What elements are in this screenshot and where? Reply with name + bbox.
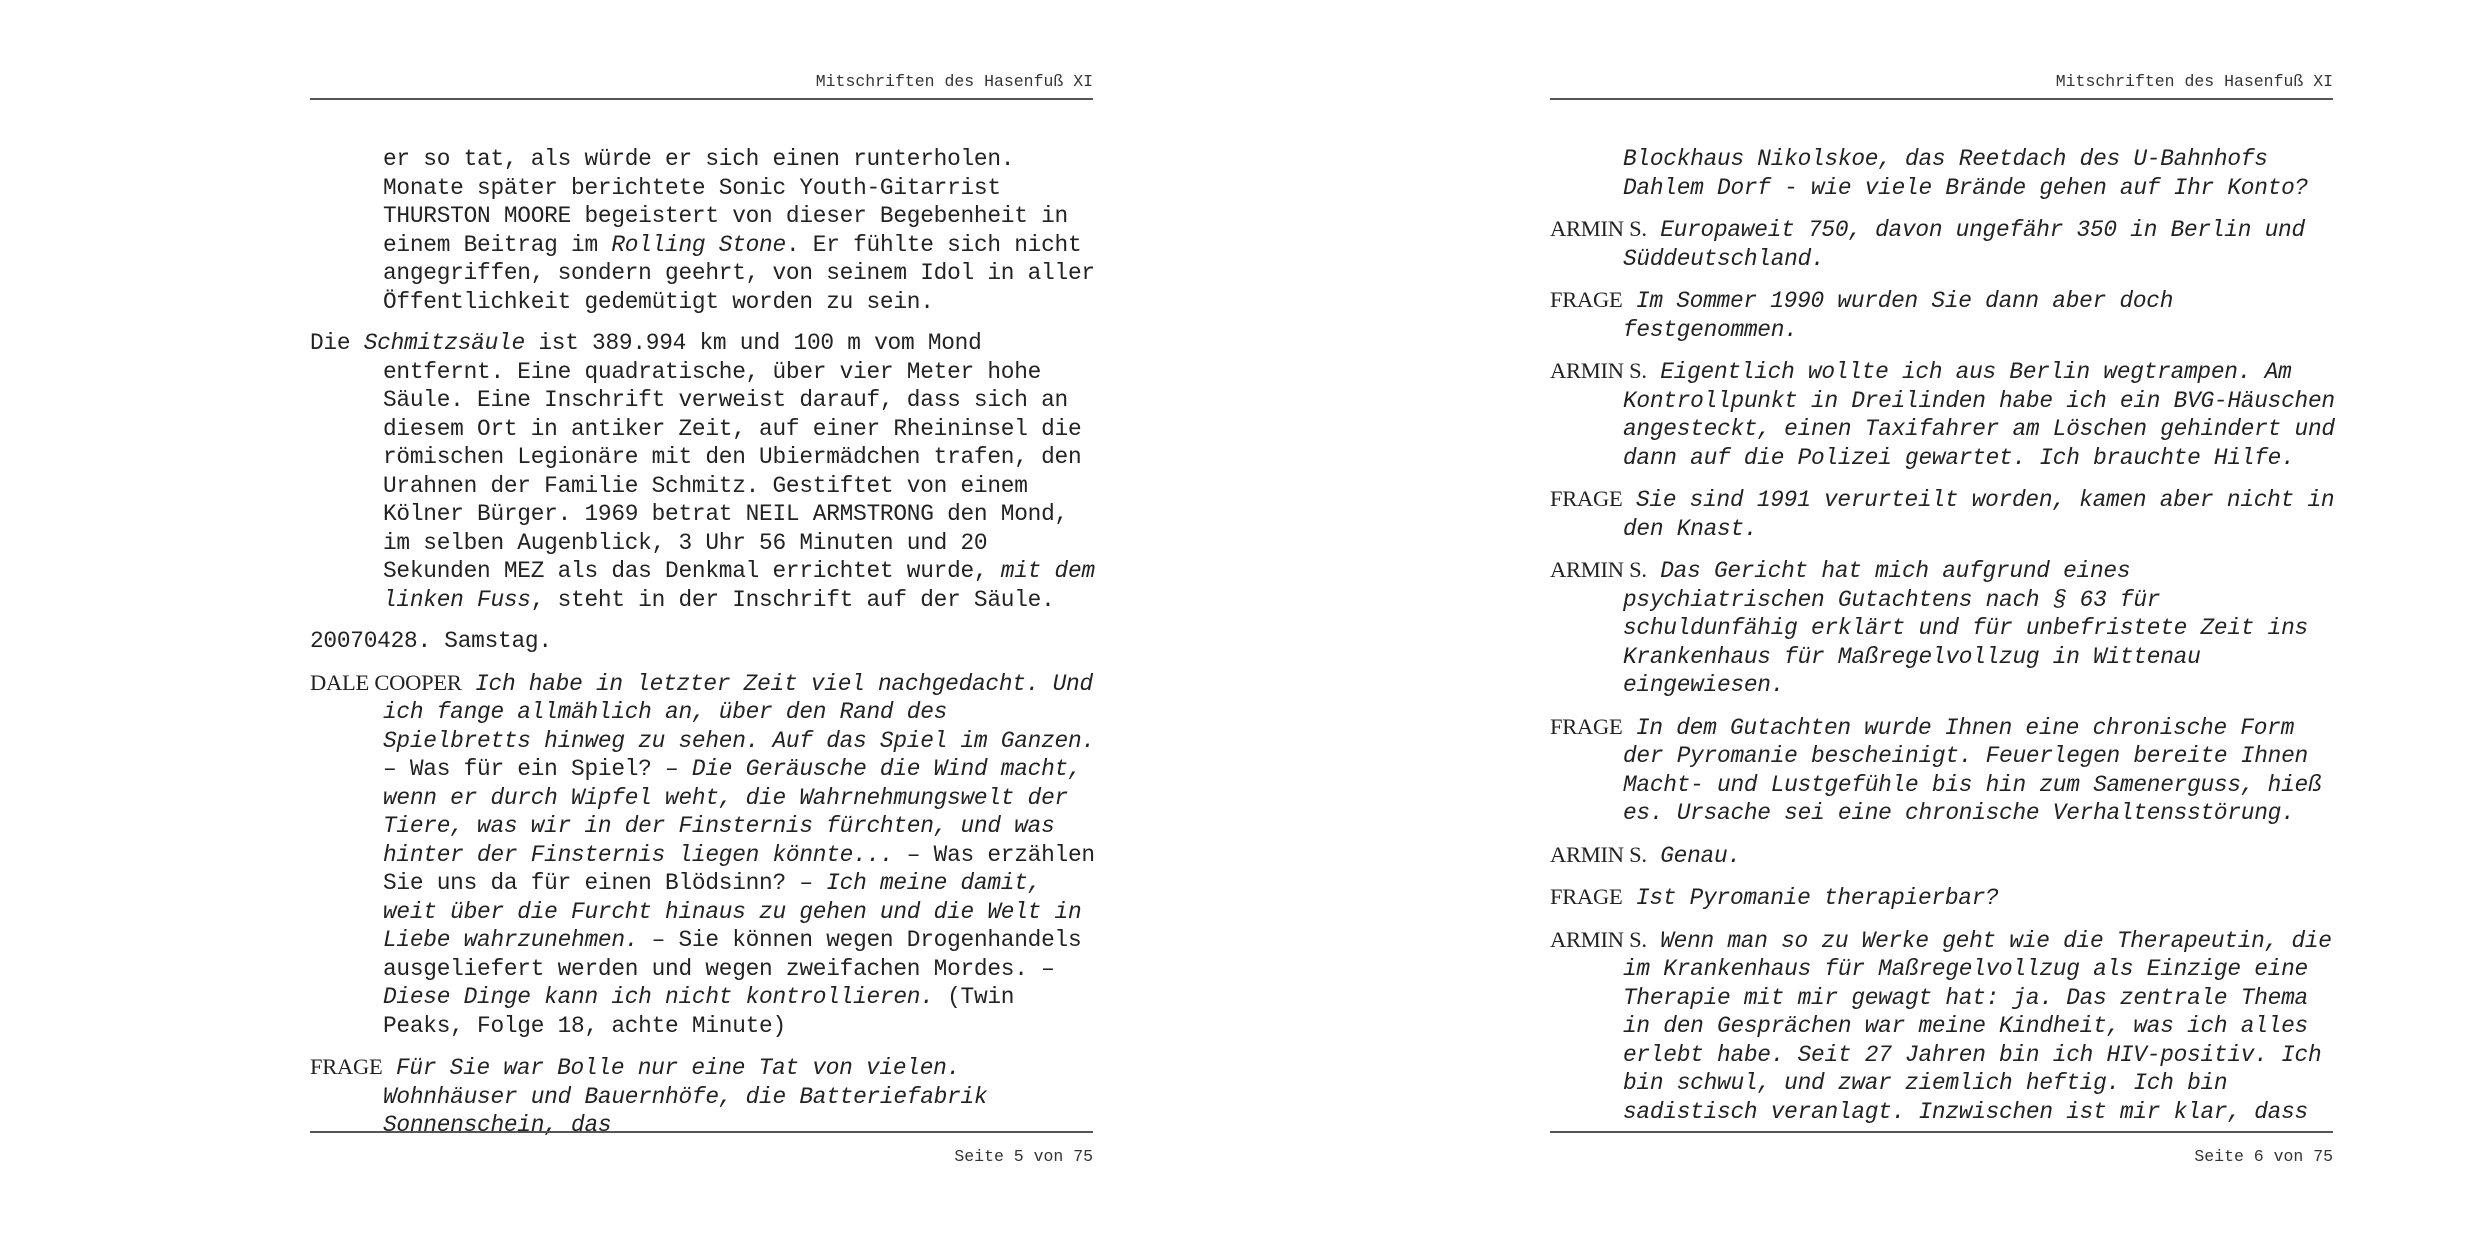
paragraph [310,1053,1098,1140]
speaker-label: FRAGE [1550,884,1623,909]
italic-text: Ich meine damit, weit über die Furcht hinaus zu gehen und die Welt in Liebe wahrzunehmen. [383,870,1082,953]
text-run: . Er fühlte sich nicht angegriffen, sondern geehrt, von seinem Idol in aller Öffentlichkeit gedemütigt worden zu sein. [383,231,1095,315]
italic-text: Im Sommer 1990 wurden Sie dann aber doch festgenommen. [1623,288,2174,343]
italic-text: Sie sind 1991 verurteilt worden, kamen aber nicht in den Knast. [1623,487,2335,542]
speaker-label: ARMIN S. [1550,358,1647,383]
paragraph [310,329,1098,614]
speaker-label: ARMIN S. [1550,841,1647,867]
italic-text: Genau. [1660,842,1741,869]
speaker-label: ARMIN S. [1550,216,1647,241]
paragraph [1550,841,2338,871]
text-run: 20070428. Samstag. [310,628,552,654]
italic-text: Schmitzsäule [363,330,525,356]
page-body [310,145,1098,1153]
paragraph [1550,485,2338,543]
italic-text: Blockhaus Nikolskoe, das Reetdach des U-Bahnhofs Dahlem Dorf - wie viele Brände gehen auf Ihr Konto? [1623,146,2308,201]
paragraph [1550,357,2338,472]
text-run: – Was für ein Spiel? – [383,756,692,782]
italic-text: Ist Pyromanie therapierbar? [1635,885,1999,911]
paragraph [310,627,1098,656]
speaker-label: FRAGE [1550,486,1623,511]
page-header: Mitschriften des Hasenfuß XI [310,72,1093,100]
speaker-label: ARMIN S. [1550,557,1647,582]
italic-text: Ich habe in letzter Zeit viel nachgedacht. Und ich fange allmählich an, über den Rand des Spielbretts hinweg zu sehen. Auf das Spiel im Ganzen. [383,670,1095,754]
paragraph [310,669,1098,1041]
text-run: ist 389.994 km und 100 m vom Mond entfernt. Eine quadratische, über vier Meter hohe Säule. Eine Inschrift verweist darauf, dass sich an diesem Ort in antiker Zeit, auf einer Rheininsel die römischen Legionäre mit den Ubiermädchen trafen, den Urahnen der Familie Schmitz. Gestiftet von einem Kölner Bürger. 1969 betrat NEIL ARMSTRONG den Mond, im selben Augenblick, 3 Uhr 56 Minuten und 20 Sekunden MEZ als das Denkmal errichtet wurde, [383,330,1082,584]
paragraph [1550,926,2338,1127]
italic-text: Für Sie war Bolle nur eine Tat von vielen. Wohnhäuser und Bauernhöfe, die Batteriefabrik Sonnenschein, das [383,1055,988,1138]
italic-text: Rolling Stone [611,231,786,258]
text-run: , steht in der Inschrift auf der Säule. [530,586,1055,613]
italic-text: Wenn man so zu Werke geht wie die Therapeutin, die im Krankenhaus für Maßregelvollzug als Einzige eine Therapie mit mir gewagt hat: ja. Das zentrale Thema in den Gesprächen war meine Kindheit, was ich alles erlebt habe. Seit 27 Jahren bin ich HIV-positiv. Ich bin schwul, und zwar ziemlich heftig. Ich bin sadistisch veranlagt. Inzwischen ist mir klar, dass [1623,927,2332,1125]
italic-text: Europaweit 750, davon ungefähr 350 in Berlin und Süddeutschland. [1623,217,2305,272]
page-footer: Seite 5 von 75 [310,1131,1093,1171]
italic-text: Die Geräusche die Wind macht, wenn er durch Wipfel weht, die Wahrnehmungswelt der Tiere, was wir in der Finsternis fürchten, und was hinter der Finsternis liegen könnte... [383,756,1082,868]
text-run: er so tat, als würde er sich einen runterholen. Monate später berichtete Sonic Youth-Gitarrist THURSTON MOORE begeistert von dieser Begebenheit in einem Beitrag im [383,146,1068,258]
italic-text: mit dem linken Fuss [383,558,1095,613]
paragraph-continuation [1550,145,2338,202]
paragraph [1550,556,2338,700]
paragraph [1550,215,2338,273]
text-run: (Twin Peaks, Folge 18, achte Minute) [383,984,1015,1039]
text-run: – Sie können wegen Drogenhandels ausgeliefert werden und wegen zweifachen Mordes. – [383,927,1082,982]
paragraph [1550,713,2338,828]
speaker-label: ARMIN S. [1550,926,1647,952]
right-page [1240,0,2480,1240]
page-footer: Seite 6 von 75 [1550,1131,2333,1171]
italic-text: Das Gericht hat mich aufgrund eines psychiatrischen Gutachtens nach § 63 für schuldunfähig erklärt und für unbefristete Zeit ins Krankenhaus für Maßregelvollzug in Wittenau eingewiesen. [1623,558,2308,698]
page-header: Mitschriften des Hasenfuß XI [1550,72,2333,100]
page-body [1550,145,2338,1139]
speaker-label: DALE COOPER [310,669,462,695]
speaker-label: FRAGE [310,1054,383,1079]
paragraph-continuation [310,145,1098,316]
speaker-label: FRAGE [1550,287,1623,312]
paragraph [1550,286,2338,344]
italic-text: In dem Gutachten wurde Ihnen eine chronische Form der Pyromanie bescheinigt. Feuerlegen bereite Ihnen Macht- und Lustgefühle bis hin zum Samenerguss, hieß es. Ursache sei eine chronische Verhaltensstörung. [1623,714,2322,826]
paragraph [1550,883,2338,913]
text-run: Die [310,330,364,356]
speaker-label: FRAGE [1550,713,1623,739]
italic-text: Diese Dinge kann ich nicht kontrollieren. [383,984,934,1010]
text-run: – Was erzählen Sie uns da für einen Blödsinn? – [383,841,1095,896]
italic-text: Eigentlich wollte ich aus Berlin wegtrampen. Am Kontrollpunkt in Dreilinden habe ich ein BVG-Häuschen angesteckt, einen Taxifahrer am Löschen gehindert und dann auf die Polizei gewartet. Ich brauchte Hilfe. [1623,359,2335,471]
